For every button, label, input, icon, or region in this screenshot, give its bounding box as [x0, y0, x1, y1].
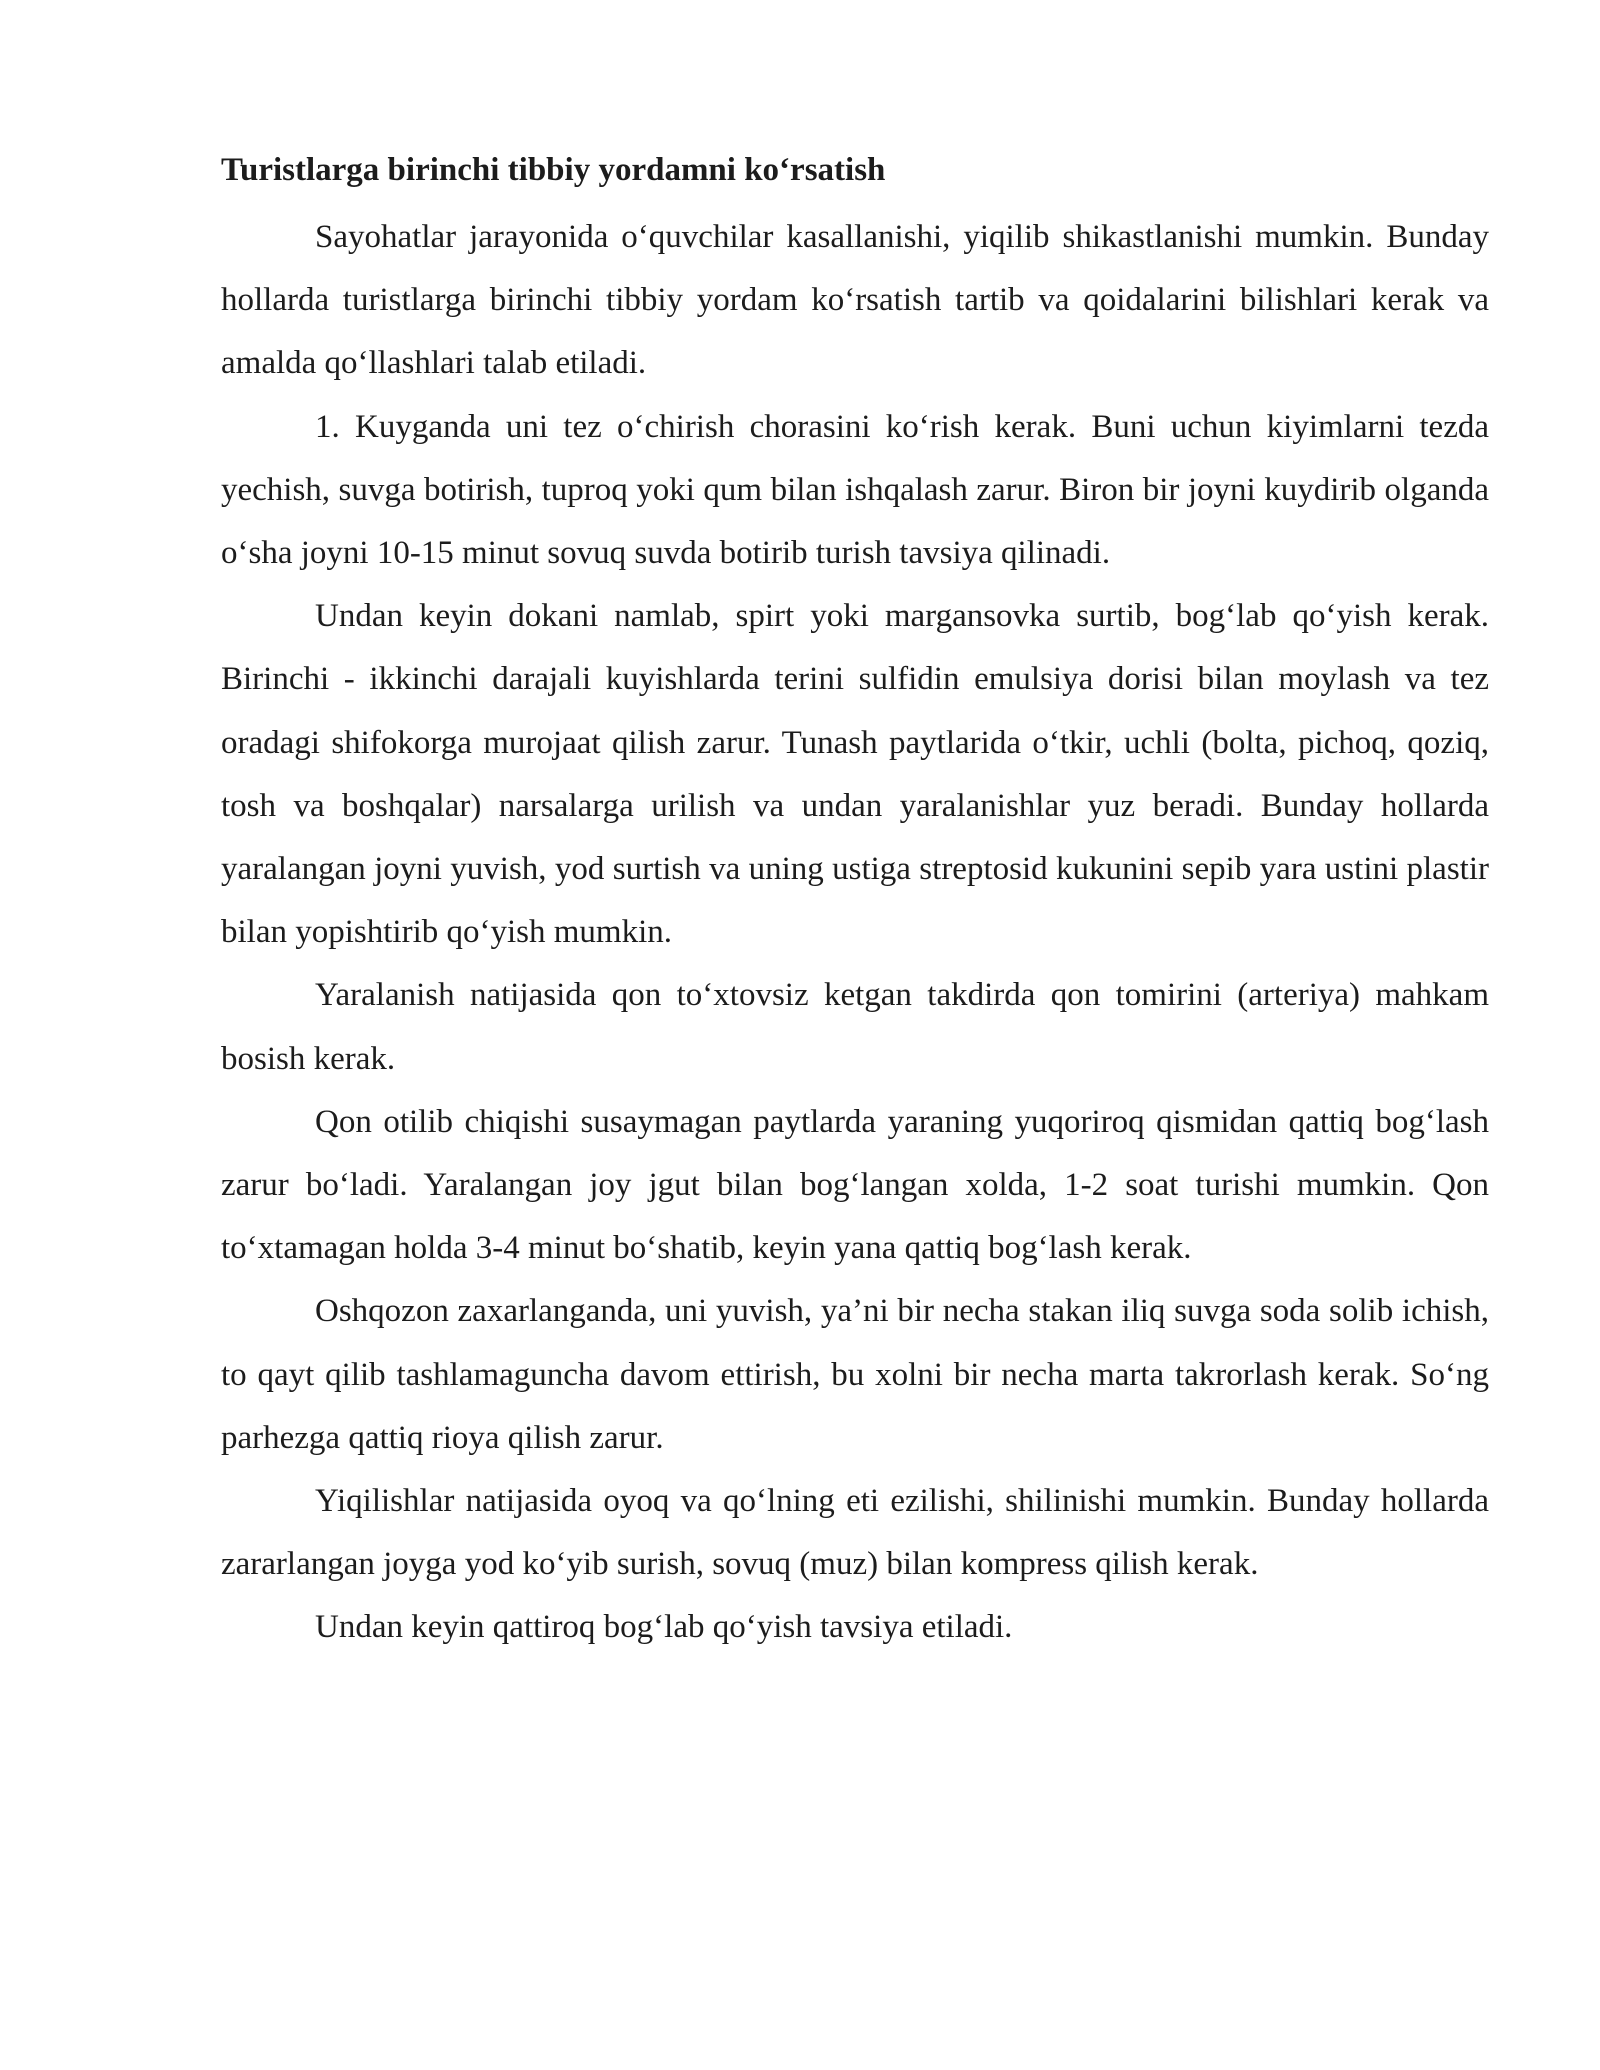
document-title: Turistlarga birinchi tibbiy yordamni ko‘rsatish [221, 152, 886, 188]
document-page [221, 146, 1489, 1660]
paragraph: Yaralanish natijasida qon to‘xtovsiz ketgan takdirda qon tomirini (arteriya) mahkam bosish kerak. [221, 977, 1489, 1077]
paragraph: Oshqozon zaxarlanganda, uni yuvish, ya’ni bir necha stakan iliq suvga soda solib ichish, to qayt qilib tashlamaguncha davom ettirish, bu xolni bir necha marta takrorlash kerak. So‘ng parhezga qattiq rioya qilish zarur. [221, 1293, 1489, 1456]
paragraph: Qon otilib chiqishi susaymagan paytlarda yaraning yuqoriroq qismidan qattiq bog‘lash zarur bo‘ladi. Yaralangan joy jgut bilan bog‘langan xolda, 1-2 soat turishi mumkin. Qon to‘xtamagan holda 3-4 minut bo‘shatib, keyin yana qattiq bog‘lash kerak. [221, 1103, 1489, 1267]
paragraph: Yiqilishlar natijasida oyoq va qo‘lning eti ezilishi, shilinishi mumkin. Bunday hollarda zararlangan joyga yod ko‘yib surish, sovuq (muz) bilan kompress qilish kerak. [221, 1483, 1489, 1583]
paragraph: Undan keyin dokani namlab, spirt yoki margansovka surtib, bog‘lab qo‘yish kerak. Birinchi - ikkinchi darajali kuyishlarda terini sulfidin emulsiya dorisi bilan moylash va tez oradagi shifokorga murojaat qilish zarur. Tunash paytlarida o‘tkir, uchli (bolta, pichoq, qoziq, tosh va boshqalar) narsalarga urilish va undan yaralanishlar yuz beradi. Bunday hollarda yaralangan joyni yuvish, yod surtish va uning ustiga streptosid kukunini sepib yara ustini plastir bilan yopishtirib qo‘yish mumkin. [221, 598, 1489, 951]
paragraph: 1. Kuyganda uni tez o‘chirish chorasini ko‘rish kerak. Buni uchun kiyimlarni tezda yechish, suvga botirish, tuproq yoki qum bilan ishqalash zarur. Biron bir joyni kuydirib olganda o‘sha joyni 10-15 minut sovuq suvda botirib turish tavsiya qilinadi. [221, 408, 1489, 572]
paragraph: Undan keyin qattiroq bog‘lab qo‘yish tavsiya etiladi. [315, 1609, 1013, 1646]
paragraph: Sayohatlar jarayonida o‘quvchilar kasallanishi, yiqilib shikastlanishi mumkin. Bunday hollarda turistlarga birinchi tibbiy yordam ko‘rsatish tartib va qoidalarini bilishlari kerak va amalda qo‘llashlari talab etiladi. [221, 219, 1489, 382]
